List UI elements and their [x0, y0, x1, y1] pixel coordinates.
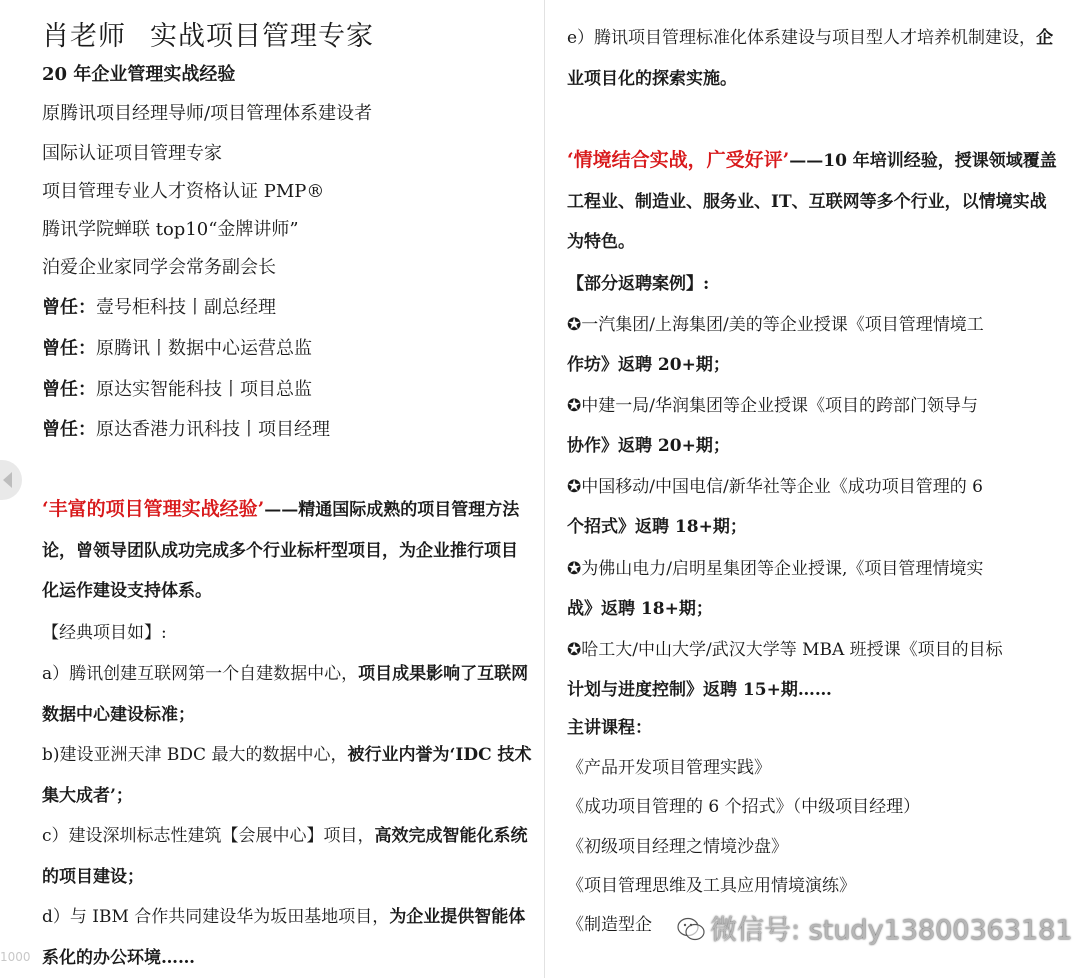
experience-paragraph: ‘丰富的项目管理实战经验’——精通国际成熟的项目管理方法论，曾领导团队成功完成多个行业标杆型项目，为企业推行项目化运作建设支持体系。	[42, 498, 520, 601]
credential-item: 原腾讯项目经理导师/项目管理体系建设者	[42, 103, 373, 124]
project-d: d）与 IBM 合作共同建设华为坂田基地项目，为企业提供智能体系化的办公环境……	[42, 907, 526, 968]
experience-highlight: ‘丰富的项目管理实战经验’	[42, 498, 265, 520]
case-item-line: 计划与进度控制》返聘 15+期……	[567, 680, 832, 700]
course-item: 《制造型企	[567, 915, 652, 935]
case-item-line: ✪中建一局/华润集团等企业授课《项目的跨部门领导与	[567, 396, 978, 416]
training-highlight: ‘情境结合实战，广受好评’	[567, 149, 790, 171]
teacher-role: 实战项目管理专家	[150, 21, 374, 52]
position-item: 曾任：原达香港力讯科技丨项目经理	[42, 419, 330, 440]
case-item-line: 作坊》返聘 20+期；	[567, 355, 730, 375]
case-item-line: ✪哈工大/中山大学/武汉大学等 MBA 班授课《项目的目标	[567, 640, 1003, 660]
project-c: c）建设深圳标志性建筑【会展中心】项目，高效完成智能化系统的项目建设；	[42, 826, 528, 887]
wechat-watermark: 微信号: study13800363181	[676, 908, 1073, 947]
scroll-left-arrow-icon[interactable]	[0, 460, 22, 500]
case-item-line: ✪为佛山电力/启明星集团等企业授课,《项目管理情境实	[567, 559, 984, 579]
classic-projects-heading: 【经典项目如】:	[42, 623, 167, 643]
credential-item: 泊爱企业家同学会常务副会长	[42, 257, 276, 278]
course-item: 《成功项目管理的 6 个招式》（中级项目经理）	[567, 797, 921, 817]
column-divider	[544, 0, 545, 978]
corner-watermark: 1000	[0, 950, 31, 964]
training-paragraph: ‘情境结合实战，广受好评’——10 年培训经验，授课领域覆盖工程业、制造业、服务业、IT、互联网等多个行业，以情境实战为特色。	[567, 149, 1057, 252]
courses-heading: 主讲课程：	[567, 718, 652, 738]
project-a: a）腾讯创建互联网第一个自建数据中心，项目成果影响了互联网数据中心建设标准；	[42, 664, 529, 725]
credential-item: 项目管理专业人才资格认证 PMP®	[42, 181, 325, 202]
project-b: b)建设亚洲天津 BDC 最大的数据中心，被行业内誉为‘IDC 技术集大成者’；	[42, 745, 532, 806]
position-item: 曾任：原达实智能科技丨项目总监	[42, 379, 312, 400]
case-item-line: ✪中国移动/中国电信/新华社等企业《成功项目管理的 6	[567, 477, 983, 497]
credential-item: 国际认证项目管理专家	[42, 143, 222, 164]
position-item: 曾任：壹号柜科技丨副总经理	[42, 297, 276, 318]
case-item-line: 战》返聘 18+期；	[567, 599, 713, 619]
credential-item: 20 年企业管理实战经验	[42, 64, 236, 85]
case-item-line: 个招式》返聘 18+期；	[567, 517, 747, 537]
position-item: 曾任：原腾讯丨数据中心运营总监	[42, 338, 312, 359]
case-item-line: 协作》返聘 20+期；	[567, 436, 730, 456]
course-item: 《项目管理思维及工具应用情境演练》	[567, 876, 856, 896]
course-item: 《初级项目经理之情境沙盘》	[567, 837, 788, 857]
page-title	[42, 14, 374, 53]
wechat-logo-icon	[676, 914, 706, 944]
course-item: 《产品开发项目管理实践》	[567, 758, 771, 778]
project-e: e）腾讯项目管理标准化体系建设与项目型人才培养机制建设，企业项目化的探索实施。	[567, 28, 1054, 89]
teacher-name: 肖老师	[42, 21, 126, 52]
cases-heading: 【部分返聘案例】:	[567, 274, 710, 294]
case-item-line: ✪一汽集团/上海集团/美的等企业授课《项目管理情境工	[567, 315, 984, 335]
credential-item: 腾讯学院蝉联 top10“金牌讲师”	[42, 219, 299, 240]
